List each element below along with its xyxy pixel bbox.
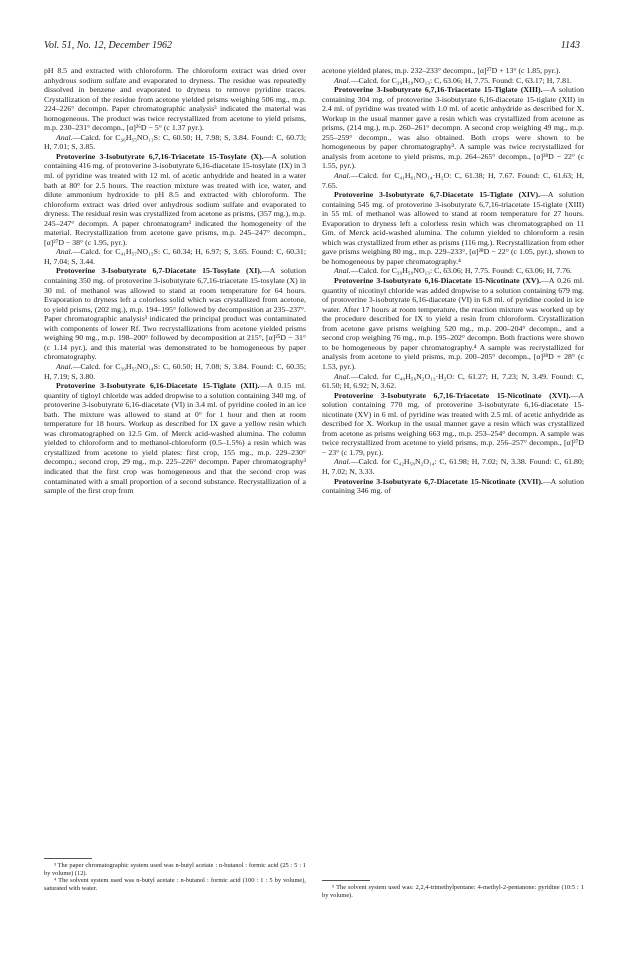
compound-heading: Protoverine 3-Isobutyrate 6,16-Diacetate 15-Nicotinate (XV). <box>334 276 542 286</box>
paragraph <box>322 276 584 371</box>
paragraph <box>44 381 306 496</box>
right-column <box>322 66 584 496</box>
compound-heading: Protoverine 3-Isobutyrate 6,7,16-Triacetate 15-Tosylate (X). <box>56 151 264 161</box>
analysis-label: Anal. <box>56 132 73 142</box>
paragraph <box>322 372 584 391</box>
paragraph-text: —Calcd. for C₄₂H₅₈N₂O₁₄: C, 61.98; H, 7.02; N, 3.38. Found: C, 61.80; H, 7.02; N, 3.33. <box>322 457 584 476</box>
analysis-label: Anal. <box>334 171 351 181</box>
compound-heading: Protoverine 3-Isobutyrate 6,16-Diacetate 15-Tiglate (XII). <box>56 381 260 391</box>
analysis-label: Anal. <box>56 247 73 257</box>
footnotes-right <box>322 880 584 899</box>
page-header <box>44 40 580 54</box>
paragraph <box>44 362 306 381</box>
paragraph <box>322 76 584 86</box>
paragraph <box>44 133 306 152</box>
footnote-rule <box>322 880 370 881</box>
paragraph <box>322 457 584 476</box>
left-column <box>44 66 306 496</box>
paragraph-text: pH 8.5 and extracted with chloroform. The chloroform extract was dried over anhydrous sodium sulfate and evaporated to dryness. The residue was repeatedly dissolved in benzene and evaporated to dryness to remove pyridine traces. Crystallization of the residue from acetone yielded prisms weighing 506 mg., m.p. 224–226° decompn. Paper chromatographic analysis³ indicated the material was homogeneous. The product was twice recrystallized from acetone to yield prisms, m.p. 230–231° decompn., [α]²⁶D − 5° (c 1.37 pyr.). <box>44 66 306 133</box>
paragraph <box>322 85 584 171</box>
paragraph-text: —Calcd. for C₄₁H₅₇NO₁₅S: C, 60.34; H, 6.97; S, 3.65. Found: C, 60.31; H, 7.04; S, 3.44. <box>44 247 306 266</box>
paragraph-text: acetone yielded plates, m.p. 232–233° decompn., [α]²⁷D + 13° (c 1.85, pyr.). <box>322 66 561 75</box>
paragraph-text: —Calcd. for C₃₉H₅₅NO₁₄S: C, 60.50; H, 7.08; S, 3.84. Found: C, 60.35; H, 7.19; S, 3.80. <box>44 361 306 381</box>
paragraph-text: —A solution containing 416 mg. of protoverine 3-isobutyrate 6,16-diacetate 15-tosylate (IX) in 3 ml. of pyridine was treated with 12 ml. of acetic anhydride and heated in a water bath at 80° for 2.5 hours. The reaction mixture was treated with ice, water, and dilute ammonium hydroxide to pH 8.5 and extracted with chloroform. The chloroform extract was dried over anhydrous sodium sulfate and evaporated to dryness. The residual resin was crystallized from acetone as prisms, (357 mg.), m.p. 245–247° decompn. A paper chromatogram³ indicated the homogeneity of the material. Recrystallization from acetone gave prisms, m.p. 245–247° decompn., [α]²⁷D − 38° (c 1.95, pyr.). <box>44 151 306 247</box>
paragraph-text: —A 0.15 ml. quantity of tigloyl chloride was added dropwise to a solution containing 340 mg. of protoverine 3-isobutyrate 6,16-diacetate (VI) in 3.4 ml. of pyridine cooled in an ice bath. The mixture was allowed to stand at 0° for 1 hour and then at room temperature for 18 hours. Workup as described for IX gave a yellow resin which was chromatographed on 12.5 Gm. of Merck acid-washed alumina. The column yielded to chloroform and to methanol-chloroform (0.5–1.5%) a resin which was crystallized from acetone to yield plates: first crop, 155 mg., m.p. 229–230° decompn.; second crop, 29 mg., m.p. 225–226° decompn. Paper chromatography³ indicated that the first crop was homogeneous and that the second crop was contaminated with a small proportion of a second substance. Recrystallization of a sample of the first crop from <box>44 381 306 496</box>
paragraph-text: —A solution containing 346 mg. of <box>322 476 584 496</box>
analysis-label: Anal. <box>334 75 351 85</box>
paragraph-text: —A solution containing 545 mg. of protoverine 3-isobutyrate 6,7,16-triacetate 15-tiglate (XIII) in 55 ml. of methanol was allowed to stand at room temperature for 27 hours. Evaporation to dryness left a colorless resin which was chromatographed on 11 Gm. of Merck acid-washed alumina. The column yielded to chloroform a resin which was crystallized from ether as prisms (116 mg.). Recrystallization from ether gave prisms weighing 80 mg., m.p. 229–233°, [α]²⁸D − 22° (c 1.05, pyr.), shown to be homogeneous by paper chromatography.⁴ <box>322 190 584 266</box>
paragraph-text: —Calcd. for C₄₁H₆₁NO₁₄·H₂O: C, 61.38; H, 7.67. Found: C, 61.63; H, 7.65. <box>322 171 584 190</box>
running-head: Vol. 51, No. 12, December 1962 <box>44 40 173 51</box>
footnote: ³ The paper chromatographic system used was n-butyl acetate : n-butanol : formic acid (25 : 5 : 1 by volume) (12). <box>44 862 306 877</box>
paragraph <box>322 171 584 190</box>
compound-heading: Protoverine 3-Isobutyrate 6,7-Diacetate 15-Tosylate (XI). <box>56 266 262 276</box>
footnote-rule <box>44 858 92 859</box>
paragraph-text: —Calcd. for C₄₀H₅₆N₂O₁₃·H₂O: C, 61.27; H, 7.23; N, 3.49. Found: C, 61.50; H, 6.92; N, 3.62. <box>322 371 584 391</box>
paragraph <box>322 391 584 458</box>
compound-heading: Protoverine 3-Isobutyrate 6,7,16-Triacetate 15-Nicotinate (XVI). <box>334 390 571 400</box>
paragraph-text: —A solution containing 304 mg. of protoverine 3-isobutyrate 6,16-diacetate 15-tiglate (XII) in 2.4 ml. of pyridine was treated with 1.0 ml. of acetic anhydride as described for X. Workup in the usual manner gave a resin which was crystallized from acetone as prisms, (214 mg.), m.p. 260–261° decompn. A second crop weighing 49 mg., m.p. 255–259° decompn., was also obtained. Both crops were shown to be homogeneous by paper chromatography³. A sample was twice recrystallized for analysis from acetone to yield prisms, m.p. 264–265° decompn., [α]²⁸D − 22° (c 1.55, pyr.). <box>322 85 585 171</box>
footnote: ⁴ The solvent system used was n-butyl acetate : n-butanol : formic acid (100 : 1 : 5 by volume), saturated with water. <box>44 877 306 892</box>
paragraph-text: —Calcd. for C₃₉H₅₉NO₁₃: C, 63.06; H, 7.75. Found: C, 63.06; H, 7.76. <box>350 266 572 276</box>
paragraph-text: —A 0.26 ml. quantity of nicotinyl chloride was added dropwise to a solution containing 679 mg. of protoverine 3-isobutyrate 6,16-diacetate (VI) in 6.8 ml. of pyridine cooled in ice water. After 17 hours at room temperature, the reaction mixture was worked up by the procedure described for IX to yield a resin from chloroform. Crystallization from acetone gave prisms weighing 520 mg., m.p. 200–204° decompn., and a second crop weighing 76 mg., m.p. 195–202° decompn. Both fractions were shown to be homogeneous by paper chromatography.⁴ A sample was recrystallized for analysis from acetone to yield prisms, m.p. 200–205° decompn., [α]²⁸D + 28° (c 1.53, pyr.). <box>322 276 584 371</box>
paragraph-text: —Calcd. for C₃₆H₅₅NO₁₁S: C, 60.50; H, 7.98; S, 3.84. Found: C, 60.73; H, 7.01; S, 3.85. <box>44 132 306 152</box>
paragraph <box>322 66 584 76</box>
analysis-label: Anal. <box>334 457 351 467</box>
compound-heading: Protoverine 3-Isobutyrate 6,7-Diacetate 15-Nicotinate (XVII). <box>334 476 543 486</box>
paragraph <box>322 190 584 266</box>
paragraph <box>44 247 306 266</box>
paragraph <box>44 66 306 133</box>
paragraph <box>44 266 306 361</box>
compound-heading: Protoverine 3-Isobutyrate 6,7-Diacetate 15-Tiglate (XIV). <box>334 190 541 200</box>
footnotes-left <box>44 858 306 892</box>
analysis-label: Anal. <box>334 266 351 276</box>
analysis-label: Anal. <box>334 371 351 381</box>
analysis-label: Anal. <box>56 361 73 371</box>
paragraph <box>322 477 584 496</box>
compound-heading: Protoverine 3-Isobutyrate 6,7,16-Triacetate 15-Tiglate (XIII). <box>334 85 543 95</box>
paragraph <box>322 266 584 276</box>
paragraph-text: —Calcd. for C₃₉H₅₉NO₁₃: C, 63.06; H, 7.75. Found: C, 63.17; H, 7.81. <box>350 75 572 85</box>
paragraph-text: —A solution containing 770 mg. of protoverine 3-isobutyrate 6,16-diacetate 15-nicotinate (XV) in 6 ml. of pyridine was treated with 2.5 ml. of acetic anhydride as described for X. Workup in the usual manner gave a resin which was crystallized from acetone as prisms weighing 663 mg., m.p. 253–254° decompn. A sample was twice recrystallized from acetone to yield prisms, m.p. 256–257° decompn., [α]²⁷D − 23° (c 1.79, pyr.). <box>322 390 584 457</box>
paragraph-text: —A solution containing 350 mg. of protoverine 3-isobutyrate 6,7,16-triacetate 15-tosylate (X) in 30 ml. of methanol was allowed to stand at room temperature for 64 hours. Evaporation to dryness left a colorless solid which was crystallized from acetone, to yield prisms, (202 mg.), m.p. 194–195° followed by decomposition at 235–237°. Paper chromatographic analysis³ indicated the principal product was contaminated with components of lower Rf. Two recrystallizations from acetone yielded prisms weighing 90 mg., m.p. 198–200° followed by decomposition at 215°, [α]²⁵D − 31° (c 1.14 pyr.), and this material was demonstrated to be homogeneous by paper chromatography. <box>44 266 307 362</box>
footnote: ⁵ The solvent system used was: 2,2,4-trimethylpentane: 4-methyl-2-pentanone: pyridine (10:5 : 1 by volume). <box>322 884 584 899</box>
paragraph <box>44 152 306 247</box>
page-number: 1143 <box>560 40 580 51</box>
